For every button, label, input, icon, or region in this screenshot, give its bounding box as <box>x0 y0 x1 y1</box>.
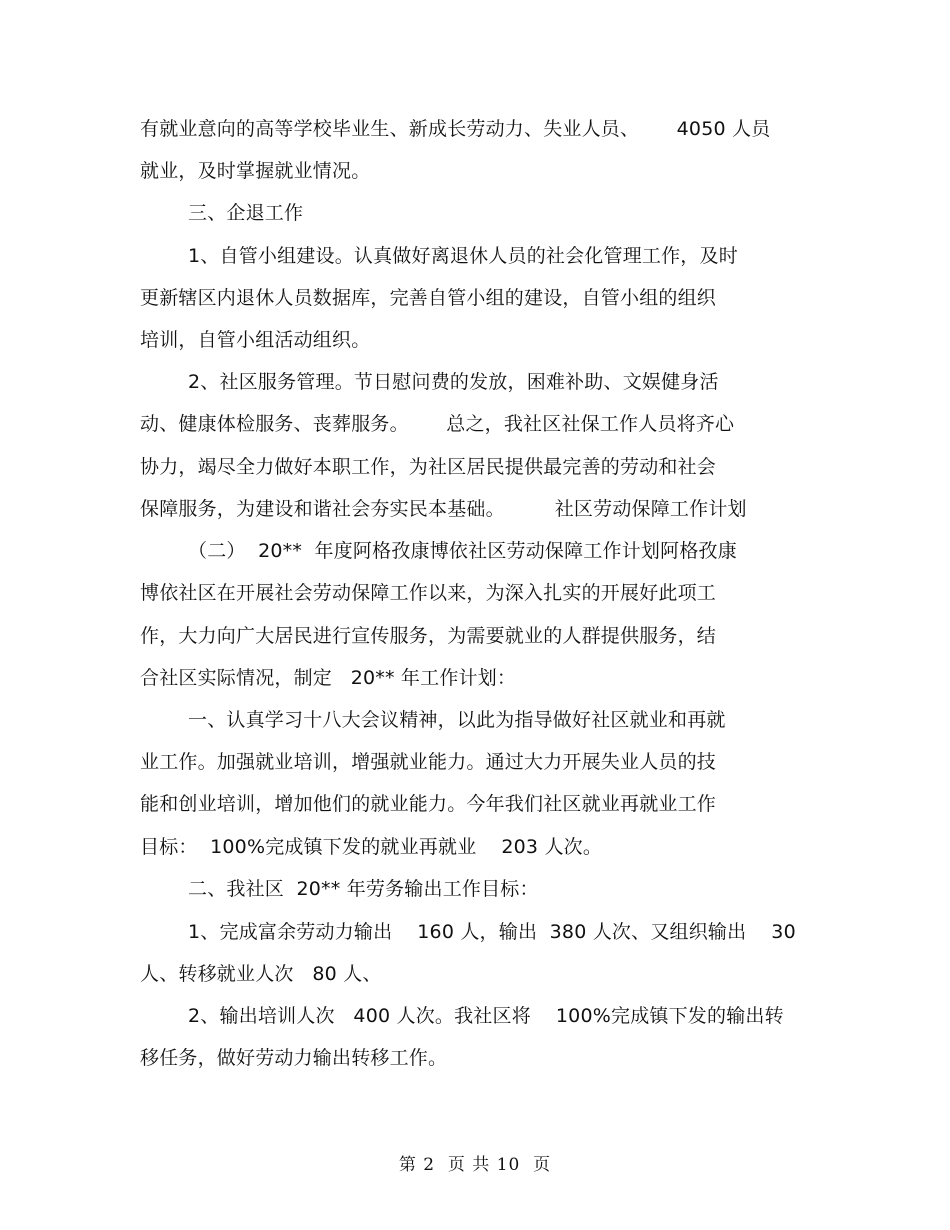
body-line: （二） 20** 年度阿格孜康博依社区劳动保障工作计划阿格孜康 <box>188 540 737 562</box>
body-line: 动、健康体检服务、丧葬服务。 总之，我社区社保工作人员将齐心 <box>140 413 735 435</box>
body-line: 移任务，做好劳动力输出转移工作。 <box>140 1047 448 1069</box>
body-line: 2、社区服务管理。节日慰问费的发放，困难补助、文娱健身活 <box>188 371 719 393</box>
body-line: 有就业意向的高等学校毕业生、新成长劳动力、失业人员、 4050 人员 <box>140 118 771 140</box>
body-line: 人、转移就业人次 80 人、 <box>140 963 382 985</box>
body-line: 能和创业培训，增加他们的就业能力。今年我们社区就业再就业工作 <box>140 793 717 815</box>
body-line: 二、我社区 20** 年劳务输出工作目标： <box>188 878 539 900</box>
body-line: 合社区实际情况，制定 20** 年工作计划： <box>140 667 517 689</box>
body-line: 目标： 100%完成镇下发的就业再就业 203 人次。 <box>140 836 603 858</box>
body-line: 1、完成富余劳动力输出 160 人，输出 380 人次、又组织输出 30 <box>188 921 796 943</box>
body-line: 博依社区在开展社会劳动保障工作以来，为深入扎实的开展好此项工 <box>140 582 717 604</box>
body-line: 业工作。加强就业培训，增强就业能力。通过大力开展失业人员的技 <box>140 751 717 773</box>
body-line: 培训，自管小组活动组织。 <box>140 329 371 351</box>
section-heading: 三、企退工作 <box>188 202 304 224</box>
body-line: 1、自管小组建设。认真做好离退休人员的社会化管理工作，及时 <box>188 245 738 267</box>
body-line: 保障服务，为建设和谐社会夯实民本基础。 社区劳动保障工作计划 <box>140 498 747 520</box>
body-line: 一、认真学习十八大会议精神，以此为指导做好社区就业和再就 <box>188 709 726 731</box>
page-number-footer: 第 2 页 共 10 页 <box>398 1155 552 1175</box>
body-line: 作，大力向广大居民进行宣传服务，为需要就业的人群提供服务，结 <box>140 625 717 647</box>
body-line: 就业，及时掌握就业情况。 <box>140 160 371 182</box>
body-line: 协力，竭尽全力做好本职工作，为社区居民提供最完善的劳动和社会 <box>140 456 717 478</box>
body-line: 更新辖区内退休人员数据库，完善自管小组的建设，自管小组的组织 <box>140 287 717 309</box>
body-line: 2、输出培训人次 400 人次。我社区将 100%完成镇下发的输出转 <box>188 1005 784 1027</box>
